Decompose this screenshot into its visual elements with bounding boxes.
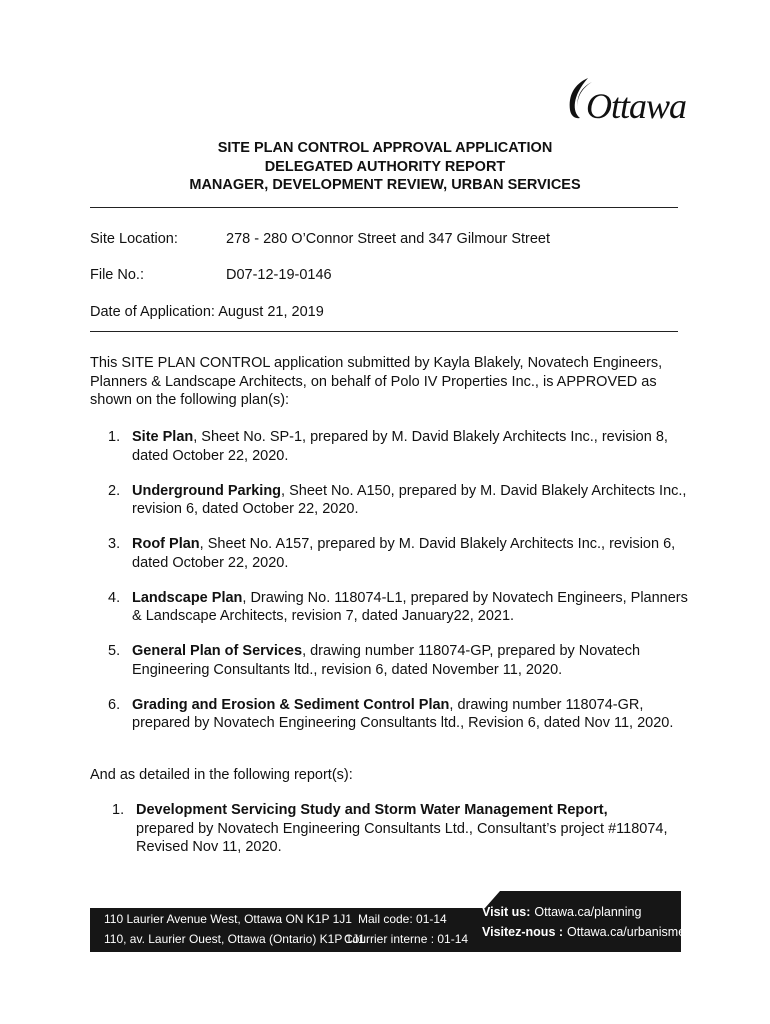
heading-line-2: DELEGATED AUTHORITY REPORT: [264, 158, 506, 175]
plan-title: Underground Parking: [132, 482, 282, 499]
file-no-row: [90, 266, 332, 284]
site-location-row: [90, 230, 551, 248]
list-item: [90, 428, 690, 465]
plan-details: , Drawing No. 118074-L1, prepared by Novatech Engineers, Planners & Landscape Architects, revision 7, dated January22, 2021.: [132, 589, 688, 624]
list-item: [90, 696, 690, 733]
plan-title: Landscape Plan: [132, 589, 243, 606]
site-location-label: Site Location:: [90, 231, 178, 247]
report-details: prepared by Novatech Engineering Consultants Ltd., Consultant’s project #118074, Revised Nov 11, 2020.: [136, 820, 668, 855]
plan-title: General Plan of Services: [132, 643, 303, 659]
date-of-application-value: August 21, 2019: [218, 304, 324, 320]
urbanisme-link[interactable]: Ottawa.ca/urbanisme: [567, 925, 686, 939]
site-location-value: 278 - 280 O’Connor Street and 347 Gilmour Street: [226, 231, 551, 247]
divider-top: [90, 207, 678, 208]
footer-address-en: 110 Laurier Avenue West, Ottawa ON K1P 1J1: [104, 912, 352, 926]
plan-details: , drawing number 118074-GR, prepared by Novatech Engineering Consultants ltd., Revision 6, dated Nov 11, 2020.: [132, 696, 674, 731]
file-no-value: D07-12-19-0146: [226, 267, 332, 283]
file-no-label: File No.:: [90, 267, 144, 283]
date-of-application-label: Date of Application:: [90, 304, 215, 320]
divider-bottom: [90, 331, 678, 332]
footer-banner: [90, 891, 686, 952]
list-item-number: 1.: [112, 802, 125, 818]
visitez-label: Visitez-nous :: [482, 925, 564, 939]
heading-line-1: SITE PLAN CONTROL APPROVAL APPLICATION: [217, 140, 553, 156]
plan-details: , Sheet No. SP-1, prepared by M. David Blakely Architects Inc., revision 8, dated October 22, 2020.: [132, 429, 668, 464]
footer-mail-code-fr: Courrier interne : 01-14: [344, 932, 469, 946]
visit-label: Visit us:: [482, 905, 531, 919]
list-item-number: 4.: [108, 589, 121, 606]
plan-title: Roof Plan: [132, 536, 200, 552]
list-item-number: 3.: [108, 536, 121, 552]
plans-list: [90, 428, 690, 749]
ottawa-logo-wordmark: Ottawa: [586, 86, 687, 126]
intro-paragraph: This SITE PLAN CONTROL application submitted by Kayla Blakely, Novatech Engineers, Planners & Landscape Architects, on behalf of Polo IV Properties Inc., is APPROVED as shown on the following plan(s):: [90, 355, 663, 408]
list-item-number: 5.: [108, 643, 121, 659]
list-item-number: 1.: [108, 429, 121, 445]
plan-title: Grading and Erosion & Sediment Control Plan: [132, 696, 450, 713]
plan-details: , drawing number 118074-GP, prepared by Novatech Engineering Consultants ltd., revision 6, dated November 11, 2020.: [132, 643, 641, 678]
footer-visit-fr: [482, 925, 685, 939]
reports-intro: And as detailed in the following report(s):: [90, 767, 353, 783]
list-item: [90, 589, 690, 626]
list-item: [90, 801, 690, 857]
planning-link[interactable]: Ottawa.ca/planning: [534, 905, 642, 919]
list-item: [90, 642, 690, 679]
list-item-number: 2.: [108, 482, 121, 499]
footer-address-fr: 110, av. Laurier Ouest, Ottawa (Ontario) K1P 1J1: [104, 932, 365, 946]
list-item: [90, 482, 690, 519]
plan-details: , Sheet No. A157, prepared by M. David Blakely Architects Inc., revision 6, dated October 22, 2020.: [132, 536, 676, 571]
footer-mail-code-en: Mail code: 01-14: [358, 912, 447, 926]
report-title: Development Servicing Study and Storm Water Management Report,: [136, 802, 608, 818]
report-heading: [90, 139, 680, 195]
reports-list: [90, 801, 690, 857]
list-item: [90, 535, 690, 572]
heading-line-3: MANAGER, DEVELOPMENT REVIEW, URBAN SERVICES: [189, 177, 581, 193]
date-of-application-row: [90, 303, 690, 321]
list-item-number: 6.: [108, 696, 121, 713]
plan-title: Site Plan: [132, 429, 194, 445]
footer-visit-en: [482, 905, 641, 919]
ottawa-logo: [566, 72, 686, 128]
plan-details: , Sheet No. A150, prepared by M. David Blakely Architects Inc., revision 6, dated October 22, 2020.: [132, 482, 687, 517]
